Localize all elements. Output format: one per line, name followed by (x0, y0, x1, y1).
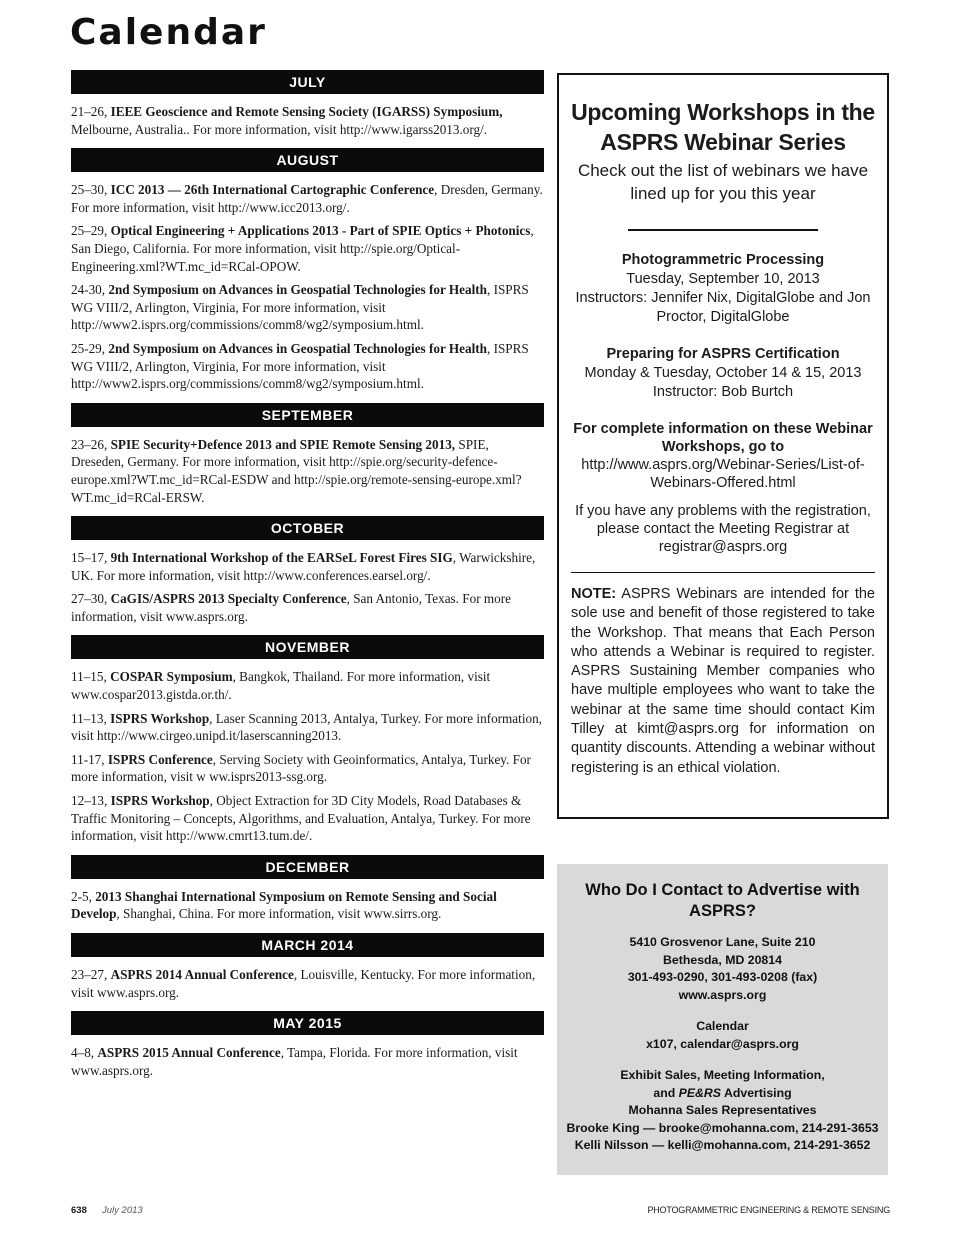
rep-contact: Kelli Nilsson — kelli@mohanna.com, 214-291-3652 (574, 1138, 871, 1152)
event-list (71, 427, 544, 506)
event-dates: 25-29, (71, 340, 109, 356)
workshop-title: Preparing for ASPRS Certification (606, 345, 840, 362)
calendar-label: Calendar (696, 1019, 749, 1033)
info-block (571, 420, 875, 492)
event-item (71, 966, 544, 1001)
event-list (71, 659, 544, 844)
event-list (71, 94, 544, 138)
event-item (71, 222, 544, 275)
event-name: 2013 Shanghai International Symposium on Remote Sensing and Social Develop (71, 888, 497, 922)
event-dates: 12–13, (71, 793, 111, 809)
workshop-date: Monday & Tuesday, October 14 & 15, 2013 (584, 364, 862, 381)
event-name: ICC 2013 — 26th International Cartographic Conference (110, 182, 435, 198)
event-name: SPIE Security+Defence 2013 and SPIE Remote Sensing 2013, (110, 436, 456, 452)
event-details: , Warwickshire, UK. For more information, visit http://www.conferences.earsel.org/. (71, 550, 536, 583)
event-name: ASPRS 2015 Annual Conference (97, 1045, 281, 1061)
event-item (71, 181, 544, 216)
address-line: 5410 Grosvenor Lane, Suite 210 (629, 935, 816, 949)
month-header: JULY (71, 70, 544, 94)
event-details: , San Diego, California. For more information, visit http://spie.org/Optical-Engineering.xml?WT.mc_id=RCal-OPOW. (71, 223, 534, 274)
month-section (71, 403, 544, 506)
event-item (71, 792, 544, 845)
event-details: Melbourne, Australia.. For more information, visit http://www.igarss2013.org/. (71, 121, 488, 137)
event-dates: 25–30, (71, 182, 111, 198)
event-item (71, 549, 544, 584)
workshop-instructors: Instructors: Jennifer Nix, DigitalGlobe and Jon Proctor, DigitalGlobe (575, 289, 871, 325)
event-item (71, 281, 544, 334)
event-details: , Laser Scanning 2013, Antalya, Turkey. For more information, visit http://www.cirgeo.unipd.it/laserscanning2013. (71, 710, 542, 744)
workshop-certification (571, 345, 875, 402)
event-name: CaGIS/ASPRS 2013 Specialty Conference (110, 591, 347, 607)
event-item (71, 668, 544, 703)
advertising-label: Advertising (721, 1085, 792, 1100)
advertise-title: Who Do I Contact to Advertise with ASPRS? (585, 881, 860, 920)
workshop-photogrammetric (571, 251, 875, 327)
event-details: , San Antonio, Texas. For more information, visit www.asprs.org. (71, 591, 511, 624)
event-name: IEEE Geoscience and Remote Sensing Society (IGARSS) Symposium, (110, 104, 503, 119)
event-dates: 21–26, (71, 104, 111, 119)
calendar-column (71, 70, 544, 1089)
month-header: AUGUST (71, 148, 544, 172)
event-dates: 27–30, (71, 591, 111, 607)
event-dates: 25–29, (71, 223, 111, 239)
event-name: Optical Engineering + Applications 2013 - Part of SPIE Optics + Photonics (110, 223, 531, 239)
webinar-note (571, 585, 875, 778)
event-details: SPIE, Dreseden, Germany. For more information, visit http://spie.org/security-defence-europe.xml?WT.mc_id=RCal-ESDW and http://spie.org/remote-sensing-europe.xml?WT.mc_id=RCal-ERSW. (71, 436, 522, 505)
website-link[interactable]: www.asprs.org (678, 987, 767, 1002)
event-name: ISPRS Workshop (110, 793, 210, 809)
event-list (71, 879, 544, 923)
event-details: , Shanghai, China. For more information, visit www.sirrs.org. (116, 906, 442, 922)
reps-line: Mohanna Sales Representatives (628, 1103, 817, 1117)
webinar-box (557, 73, 889, 819)
event-details: , Object Extraction for 3D City Models, Road Databases & Traffic Monitoring – Concepts, Algorithms, and Evaluation, Antalya, Turkey. For more information, visit http://www.cmrt13.tum.de/. (71, 793, 531, 844)
event-dates: 11–15, (71, 669, 111, 685)
event-item (71, 436, 544, 506)
month-section (71, 855, 544, 923)
address-block (557, 934, 888, 1004)
info-heading: For complete information on these Webinar Workshops, go to (573, 420, 873, 455)
note-text: ASPRS Webinars are intended for the sole use and benefit of those registered to take the Workshop. That means that Each Person who attends a Webinar is required to register. ASPRS Sustaining Member companies who have multiple employees who want to take the webinar at the same time should contact Kim Tilley at kimt@asprs.org for information on quantity discounts. Attending a webinar without registering is an ethical violation. (571, 586, 875, 776)
address-line: Bethesda, MD 20814 (663, 952, 782, 967)
sales-block (557, 1067, 888, 1155)
issue-date: July 2013 (102, 1205, 143, 1216)
rep-contact: Brooke King — brooke@mohanna.com, 214-291-3653 (566, 1120, 879, 1135)
workshop-date: Tuesday, September 10, 2013 (626, 270, 820, 287)
event-list (71, 1035, 544, 1079)
event-dates: 23–27, (71, 967, 111, 982)
event-dates: 11-17, (71, 751, 108, 767)
event-dates: 24-30, (71, 282, 109, 298)
journal-name: PHOTOGRAMMETRIC ENGINEERING & REMOTE SENSING (647, 1205, 890, 1215)
registrar-text: If you have any problems with the registration, please contact the Meeting Registrar at registrar@asprs.org (575, 502, 871, 555)
journal-abbr: PE&RS (678, 1085, 722, 1100)
page-number: 638 (71, 1205, 87, 1216)
event-dates: 2-5, (71, 888, 96, 904)
month-section (71, 148, 544, 393)
event-details: , Bangkok, Thailand. For more information, visit www.cospar2013.gistda.or.th/. (71, 669, 491, 703)
note-label: NOTE: (571, 586, 617, 602)
event-item (71, 888, 544, 923)
info-url[interactable]: http://www.asprs.org/Webinar-Series/List-of-Webinars-Offered.html (581, 456, 865, 491)
month-section (71, 1011, 544, 1079)
month-header: NOVEMBER (71, 635, 544, 659)
event-list (71, 540, 544, 625)
event-name: ISPRS Workshop (110, 710, 210, 726)
event-item (71, 1044, 544, 1079)
workshop-title: Photogrammetric Processing (621, 251, 825, 268)
advertising-line (557, 1085, 888, 1103)
month-header: MAY 2015 (71, 1011, 544, 1035)
month-header: MARCH 2014 (71, 933, 544, 957)
event-details: , ISPRS WG VIII/2, Arlington, Virginia, For more information, visit http://www2.isprs.org/commissions/comm8/wg2/symposium.html. (71, 340, 529, 392)
event-name: 2nd Symposium on Advances in Geospatial Technologies for Health (108, 282, 487, 298)
event-item (71, 751, 544, 786)
month-section (71, 70, 544, 138)
divider (571, 572, 875, 574)
event-details: , Louisville, Kentucky. For more information, visit www.asprs.org. (71, 967, 536, 1000)
phone-line: 301-493-0290, 301-493-0208 (fax) (627, 970, 818, 984)
event-item (71, 103, 544, 138)
advertise-box (557, 864, 888, 1175)
calendar-contact-block (557, 1018, 888, 1053)
event-dates: 4–8, (71, 1045, 98, 1061)
event-item (71, 340, 544, 393)
event-details: , Tampa, Florida. For more information, visit www.asprs.org. (71, 1045, 518, 1078)
event-details: , Dresden, Germany. For more information, visit http://www.icc2013.org/. (71, 182, 543, 215)
month-header: DECEMBER (71, 855, 544, 879)
event-item (71, 710, 544, 745)
event-dates: 23–26, (71, 436, 111, 452)
event-name: COSPAR Symposium (110, 669, 233, 685)
page-title: Calendar (70, 12, 267, 53)
month-header: SEPTEMBER (71, 403, 544, 427)
divider (628, 229, 818, 231)
exhibit-line: Exhibit Sales, Meeting Information, (620, 1068, 825, 1082)
event-name: 9th International Workshop of the EARSeL Forest Fires SIG (110, 550, 453, 566)
event-name: ASPRS 2014 Annual Conference (110, 967, 294, 982)
event-item (71, 590, 544, 625)
month-section (71, 635, 544, 844)
event-list (71, 957, 544, 1001)
event-name: ISPRS Conference (107, 751, 213, 767)
and-label: and (653, 1085, 679, 1100)
month-header: OCTOBER (71, 516, 544, 540)
event-dates: 15–17, (71, 550, 111, 566)
webinar-title: Upcoming Workshops in the ASPRS Webinar Series (571, 99, 875, 155)
calendar-contact: x107, calendar@asprs.org (646, 1036, 799, 1051)
event-details: , ISPRS WG VIII/2, Arlington, Virginia, For more information, visit http://www2.isprs.org/commissions/comm8/wg2/symposium.html. (71, 282, 529, 333)
month-section (71, 516, 544, 625)
event-dates: 11–13, (71, 710, 111, 726)
event-name: 2nd Symposium on Advances in Geospatial Technologies for Health (108, 340, 487, 356)
event-list (71, 172, 544, 393)
workshop-instructor: Instructor: Bob Burtch (652, 383, 794, 400)
month-section (71, 933, 544, 1001)
webinar-subtitle: Check out the list of webinars we have lined up for you this year (577, 161, 869, 203)
event-details: , Serving Society with Geoinformatics, Antalya, Turkey. For more information, visit w ww.isprs2013-ssg.org. (71, 751, 531, 785)
